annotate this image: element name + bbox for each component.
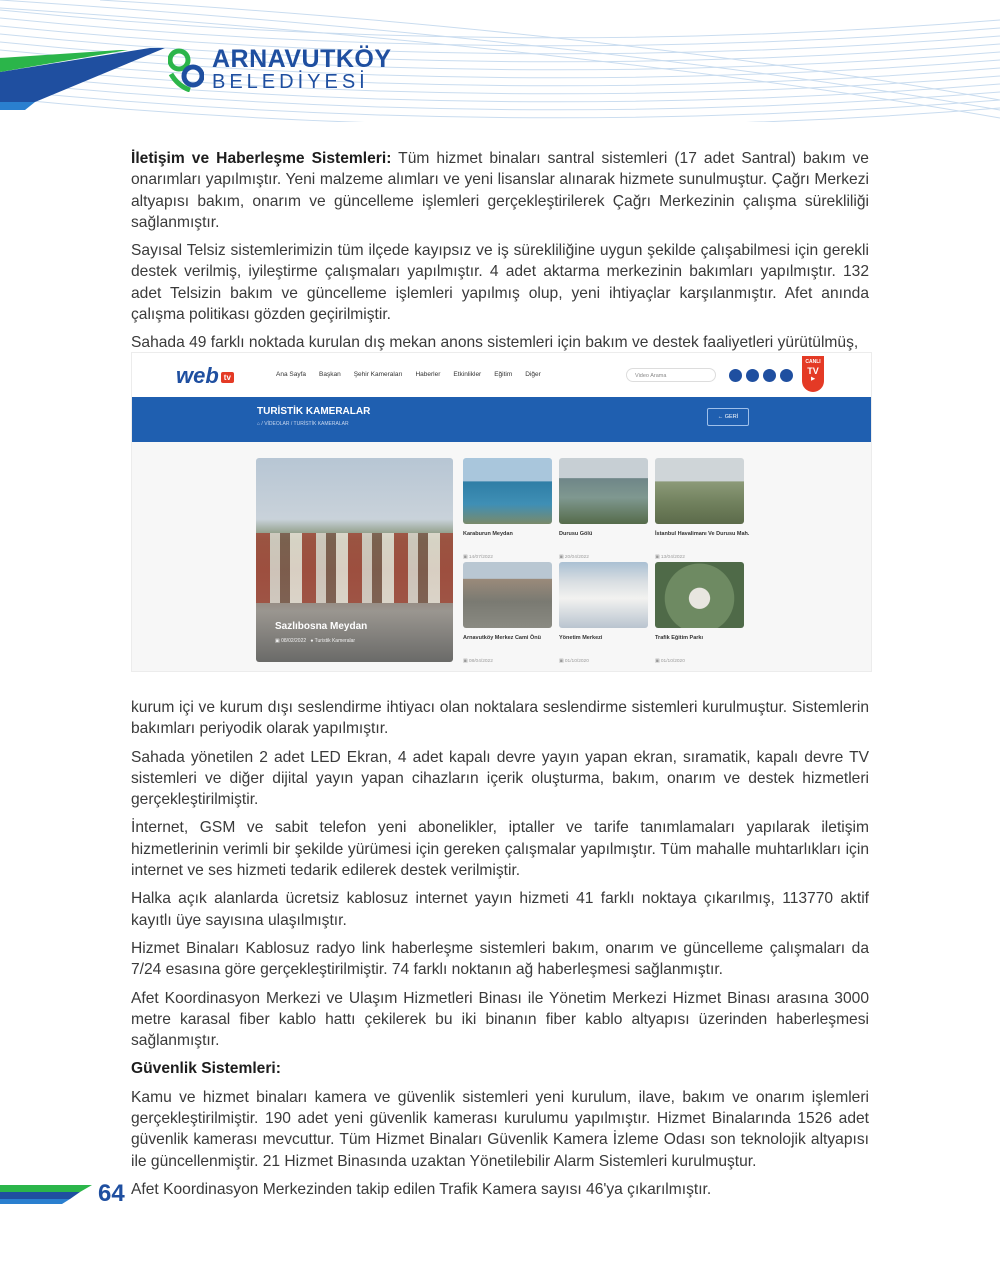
security-heading-text: Güvenlik Sistemleri: (131, 1060, 281, 1078)
camera-date-value: 13/04/2022 (660, 555, 685, 560)
camera-date: ▣ 08/04/2022 (463, 659, 493, 664)
camera-title: Karaburun Meydan (463, 531, 513, 537)
camera-date: ▣ 20/04/2022 (559, 555, 589, 560)
camera-card[interactable] (559, 458, 648, 560)
camera-date: ▣ 13/04/2022 (655, 555, 685, 560)
logo-subtitle: BELEDİYESİ (212, 71, 369, 93)
camera-card[interactable] (463, 458, 552, 560)
nav-item[interactable]: Eğitim (494, 371, 513, 378)
logo-mark-icon (168, 46, 204, 92)
nav-item[interactable]: Diğer (525, 371, 541, 378)
nav-item[interactable]: Başkan (319, 371, 341, 378)
camera-title: Yönetim Merkezi (559, 635, 603, 641)
intro-section (131, 148, 869, 361)
camera-card[interactable] (655, 562, 744, 664)
camera-card[interactable] (463, 562, 552, 664)
featured-image (256, 533, 453, 603)
paragraph-communication (131, 148, 869, 233)
play-icon: ▶ (811, 376, 815, 382)
body-section (131, 697, 869, 1207)
featured-category: Turistik Kameralar (314, 638, 356, 644)
nav-item[interactable]: Şehir Kameraları (353, 371, 403, 378)
breadcrumb: ⌂ / VİDEOLAR / TURİSTİK KAMERALAR (257, 421, 349, 427)
paragraph-wifi: Halka açık alanlarda ücretsiz kablosuz internet yayın hizmeti 41 farklı noktaya çıkarılmış, 113770 aktif kayıtlı üye sayısına ulaşılmıştır. (131, 890, 869, 929)
paragraph-text: Tüm hizmet binaları santral sistemleri (17 adet Santral) bakım ve onarımları yapılmıştır. Yeni malzeme alımları ve yeni lisanslar alınarak hizmete sunulmuştur. Çağrı Merkezi altyapısı bakım, onarım ve güncelleme işlemleri gerçekleştirilerek Çağrı Merkezinin çalışma sürekliliği sağlanmıştır. (131, 150, 869, 231)
canli-label: CANLI (805, 359, 821, 365)
paragraph-fiber: Afet Koordinasyon Merkezi ve Ulaşım Hizmetleri Binası ile Yönetim Merkezi Hizmet Binası arasına 3000 metre karasal fiber kablo hattı çekilerek bu iki binanın fiber kablo altyapısı üzerinden haberleşmesi sağlanmıştır. (131, 989, 869, 1050)
camera-thumbnail (655, 562, 744, 628)
paragraph-led-screens: Sahada yönetilen 2 adet LED Ekran, 4 adet kapalı devre yayın yapan ekran, sıramatik, kapalı devre TV sistemleri ve diğer dijital yayın yapan cihazların içerik oluşturma, bakım, onarım ve destek hizmetleri gerçekleştirilmiştir. (131, 748, 869, 809)
featured-date: 08/02/2022 (281, 638, 307, 644)
banner-title: TURİSTİK KAMERALAR (257, 406, 371, 417)
paragraph-traffic-cameras: Afet Koordinasyon Merkezinden takip edilen Trafik Kamera sayısı 46'ya çıkarılmıştır. (131, 1180, 712, 1198)
camera-date-value: 08/04/2022 (468, 659, 493, 664)
twitter-icon[interactable] (746, 369, 759, 382)
featured-title: Sazlıbosna Meydan (275, 621, 368, 632)
nav-item[interactable]: Haberler (415, 371, 441, 378)
canli-tv-badge[interactable] (802, 356, 824, 392)
youtube-icon[interactable] (780, 369, 793, 382)
paragraph-radio-link: Hizmet Binaları Kablosuz radyo link haberleşme sistemleri bakım, onarım ve güncelleme çalışmaları da 7/24 esasına göre gerçekleştirilmiştir. 74 farklı noktanın ağ haberleşmesi sağlanmıştır. (131, 939, 869, 979)
screenshot-web-logo (176, 363, 234, 389)
paragraph-radio: Sayısal Telsiz sistemlerimizin tüm ilçede kayıpsız ve iş sürekliliğine uygun şekilde çalışabilmesi için gerekli destek verilmiş, iyileştirme çalışmaları yapılmıştır. 4 adet aktarma merkezinin bakımları yapılmıştır. 132 adet Telsizin bakım ve güncelleme işlemleri yapılmış olup, yeni ihtiyaçlar karşılanmıştır. Afet anında çalışma politikası gözden geçirilmiştir. (131, 242, 869, 324)
arnavutkoy-logo (168, 46, 392, 92)
paragraph-sound-systems: kurum içi ve kurum dışı seslendirme ihtiyacı olan noktalara seslendirme sistemleri kurulmuştur. Sistemlerin bakımları periyodik olarak yapılmıştır. (131, 699, 869, 738)
camera-thumbnail (655, 458, 744, 524)
nav-item[interactable]: Ana Sayfa (276, 371, 306, 378)
camera-thumbnail (463, 458, 552, 524)
video-search-input[interactable]: Video Arama (626, 368, 716, 382)
section-heading-security (131, 1058, 869, 1079)
header-band (0, 0, 1000, 122)
web-logo-text: web (176, 363, 219, 388)
camera-date: ▣ 01/10/2020 (655, 659, 685, 664)
paragraph-announcement: Sahada 49 farklı noktada kurulan dış mekan anons sistemleri için bakım ve destek faaliyetleri yürütülmüş, (131, 334, 859, 352)
page-banner (132, 397, 871, 442)
web-logo-badge: tv (221, 372, 234, 383)
camera-date-value: 01/10/2020 (660, 659, 685, 664)
camera-date: ▣ 01/10/2020 (559, 659, 589, 664)
camera-thumbnail (559, 562, 648, 628)
camera-date-value: 01/10/2020 (564, 659, 589, 664)
camera-title: Arnavutköy Merkez Cami Önü (463, 635, 541, 641)
camera-date-value: 20/04/2022 (564, 555, 589, 560)
camera-title: Durusu Gölü (559, 531, 593, 537)
back-button[interactable]: ← GERİ (707, 408, 749, 426)
paragraph-cameras: Kamu ve hizmet binaları kamera ve güvenlik sistemleri yeni kurulum, ilave, bakım ve onarım işlemleri gerçekleştirilmiştir. 190 adet yeni güvenlik kamerası kurulumu yapılmıştır. Hizmet Binalarında 1526 adet güvenlik kamerası mevcuttur. Tüm Hizmet Binaları Güvenlik Kamera İzleme Odası son teknolojik altyapısı ile güncellenmiştir. 21 Hizmet Binasında uzaktan Yönetilebilir Alarm Sistemleri kurulmuştur. (131, 1088, 869, 1170)
camera-card[interactable] (559, 562, 648, 664)
footer-decoration (0, 1180, 95, 1210)
header-wave-decoration (0, 0, 1000, 122)
logo-title: ARNAVUTKÖY (212, 45, 392, 73)
screenshot-navbar (132, 353, 871, 397)
facebook-icon[interactable] (729, 369, 742, 382)
camera-date: ▣ 14/07/2022 (463, 555, 493, 560)
website-screenshot (131, 352, 872, 672)
camera-card[interactable] (655, 458, 750, 560)
featured-meta: ▣ 08/02/2022 ● Turistik Kameralar (275, 638, 356, 644)
section-heading-communication: İletişim ve Haberleşme Sistemleri: (131, 150, 392, 167)
instagram-icon[interactable] (763, 369, 776, 382)
featured-camera-card[interactable] (256, 458, 453, 662)
camera-title: İstanbul Havalimanı Ve Durusu Mah. (655, 531, 750, 537)
paragraph-internet-gsm: İnternet, GSM ve sabit telefon yeni abonelikler, iptaller ve tarife tanımlamaları yapılarak iletişim hizmetlerinin verimli bir şekilde yürümesi için gereken çalışmalar yapılmıştır. Tüm mahalle muhtarlıkları için internet ve ses hizmeti tedarik edilerek destek verilmiştir. (131, 819, 869, 880)
tv-label: TV (807, 366, 819, 376)
screenshot-nav-menu (276, 371, 541, 378)
camera-title: Trafik Eğitim Parkı (655, 635, 703, 641)
page-number: 64 (98, 1180, 125, 1207)
camera-thumbnail (463, 562, 552, 628)
social-icons (729, 369, 793, 382)
camera-date-value: 14/07/2022 (468, 555, 493, 560)
nav-item[interactable]: Etkinlikler (453, 371, 482, 378)
camera-thumbnail (559, 458, 648, 524)
